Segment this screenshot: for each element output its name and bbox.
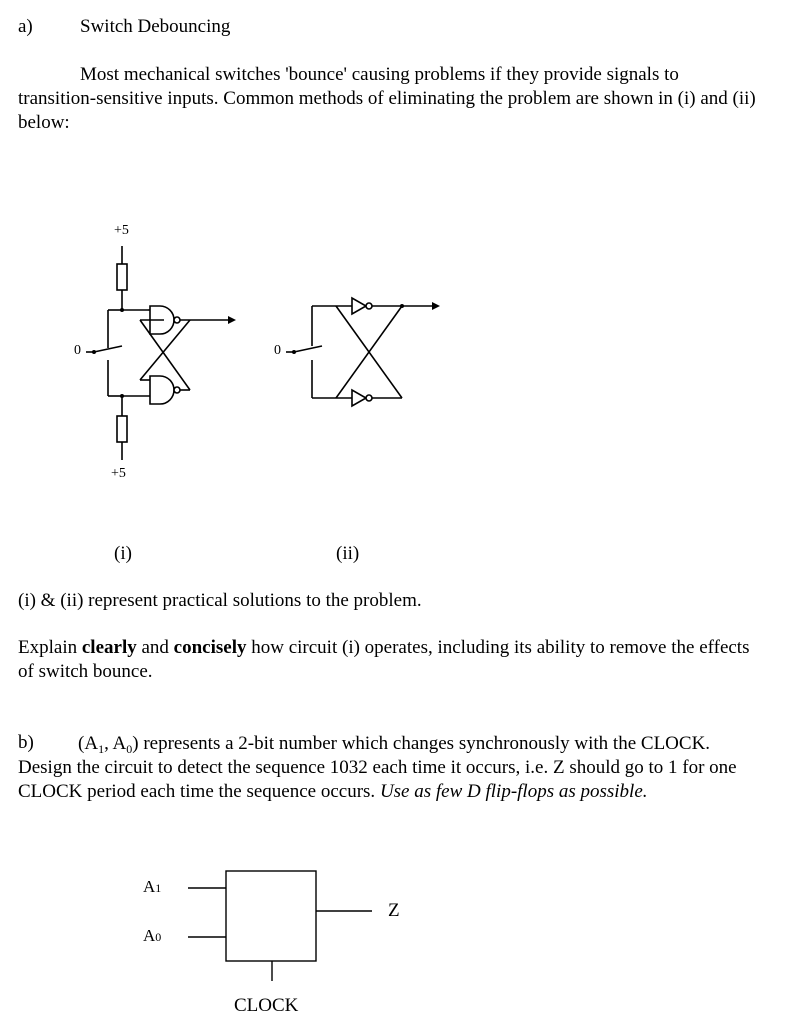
output-z-label: Z (388, 900, 400, 921)
input-a1-label (143, 877, 161, 897)
caption-i: (i) (114, 543, 132, 564)
supply-top-label: +5 (114, 223, 129, 238)
input-a1-main: A (143, 877, 156, 896)
ground-label-ii: 0 (274, 343, 281, 358)
part-b-a0-sub: 0 (126, 742, 133, 756)
input-a0-sub: 0 (155, 930, 162, 944)
part-a-label: a) (18, 16, 33, 37)
part-b-rest: ) represents a 2-bit number which changes synchronously with the CLOCK. Design the circuit to detect the sequence 1032 each time it occurs, i.e. Z should go to 1 for one CLOCK period each time the sequence occurs. (18, 733, 737, 802)
input-a0-label (143, 926, 161, 946)
ground-label-i: 0 (74, 343, 81, 358)
question-a-bold-clearly: clearly (81, 637, 137, 658)
part-b-label: b) (18, 732, 34, 753)
clock-label: CLOCK (234, 995, 299, 1016)
part-a-intro: Most mechanical switches 'bounce' causing problems if they provide signals to transition-sensitive inputs. Common methods of eliminating the problem are shown in (i) and (ii) below: (18, 64, 756, 133)
part-a-title: Switch Debouncing (80, 16, 231, 37)
part-b-a1-sub: 1 (98, 742, 105, 756)
caption-ii: (ii) (336, 543, 360, 564)
supply-bottom-label: +5 (111, 466, 126, 481)
part-b-a-open: (A (78, 733, 99, 754)
question-a-text-1: Explain (18, 637, 82, 658)
question-a-text-3: how circuit (i) operates, including its ability to remove the effects of switch bounce. (18, 637, 750, 682)
part-b-italic-note: Use as few D flip-flops as possible. (379, 781, 648, 802)
input-a0-main: A (143, 926, 156, 945)
detector-block (226, 871, 316, 961)
input-a1-sub: 1 (155, 881, 162, 895)
part-b-a-comma: , A (104, 733, 127, 754)
question-a-text-2: and (136, 637, 174, 658)
question-a-bold-concisely: concisely (173, 637, 247, 658)
statement-text: (i) & (ii) represent practical solutions to the problem. (18, 590, 422, 611)
